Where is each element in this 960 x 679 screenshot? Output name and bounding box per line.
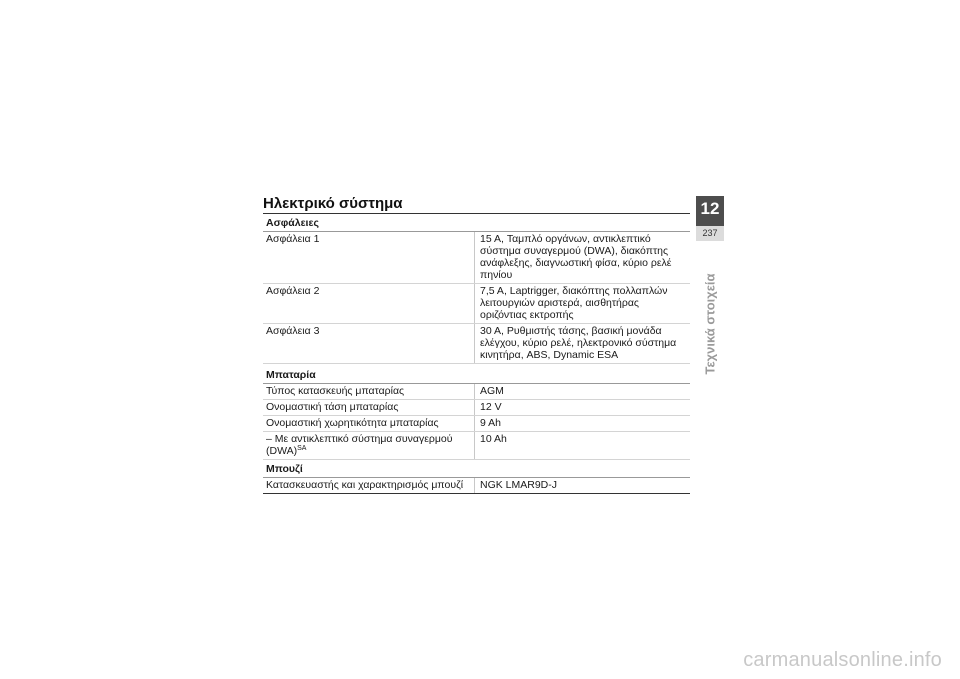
table-row xyxy=(263,284,690,324)
special-accessory-marker: SA xyxy=(297,445,307,452)
battery-capacity-value: 9 Ah xyxy=(475,416,691,432)
table-row xyxy=(263,232,690,284)
battery-heading: Μπαταρία xyxy=(263,364,690,384)
battery-dwa-label xyxy=(263,432,475,460)
table-row xyxy=(263,432,690,460)
section-heading-fuses xyxy=(263,214,690,232)
battery-type-value: AGM xyxy=(475,384,691,400)
table-row xyxy=(263,416,690,432)
spark-plug-label: Κατασκευαστής και χαρακτηρισμός μπουζί xyxy=(263,478,475,494)
section-heading-battery xyxy=(263,364,690,384)
fuses-heading: Ασφάλειες xyxy=(263,214,690,232)
table-row xyxy=(263,400,690,416)
page-number: 237 xyxy=(696,226,724,241)
battery-voltage-value: 12 V xyxy=(475,400,691,416)
fuse-2-label: Ασφάλεια 2 xyxy=(263,284,475,324)
battery-type-label: Τύπος κατασκευής μπαταρίας xyxy=(263,384,475,400)
chapter-title-vertical: Τεχνικά στοιχεία xyxy=(702,273,718,375)
battery-capacity-label: Ονομαστική χωρητικότητα μπαταρίας xyxy=(263,416,475,432)
fuse-3-label: Ασφάλεια 3 xyxy=(263,324,475,364)
spark-plug-heading: Μπουζί xyxy=(263,460,690,478)
fuse-1-value: 15 A, Ταμπλό οργάνων, αντικλεπτικό σύστημα συναγερμού (DWA), διακόπτης ανάφλεξης, διαγνωστική φίσα, κύριο ρελέ πηνίου xyxy=(475,232,691,284)
chapter-number: 12 xyxy=(700,199,720,218)
section-heading-spark-plug xyxy=(263,460,690,478)
battery-voltage-label: Ονομαστική τάση μπαταρίας xyxy=(263,400,475,416)
table-row xyxy=(263,478,690,494)
fuse-3-value: 30 A, Ρυθμιστής τάσης, βασική μονάδα ελέγχου, κύριο ρελέ, ηλεκτρονικό σύστημα κινητήρα, ABS, Dynamic ESA xyxy=(475,324,691,364)
fuse-1-label: Ασφάλεια 1 xyxy=(263,232,475,284)
watermark: carmanualsonline.info xyxy=(743,649,942,671)
fuse-2-value: 7,5 A, Laptrigger, διακόπτης πολλαπλών λειτουργιών αριστερά, αισθητήρας οριζόντιας εκτροπής xyxy=(475,284,691,324)
dwa-label-text: – Με αντικλεπτικό σύστημα συναγερμού (DWA) xyxy=(266,433,453,457)
chapter-tab xyxy=(696,196,724,241)
table-row xyxy=(263,324,690,364)
specifications-table xyxy=(263,213,690,494)
battery-dwa-value: 10 Ah xyxy=(475,432,691,460)
page-title: Ηλεκτρικό σύστημα xyxy=(263,195,403,212)
spark-plug-value: NGK LMAR9D-J xyxy=(475,478,691,494)
table-row xyxy=(263,384,690,400)
